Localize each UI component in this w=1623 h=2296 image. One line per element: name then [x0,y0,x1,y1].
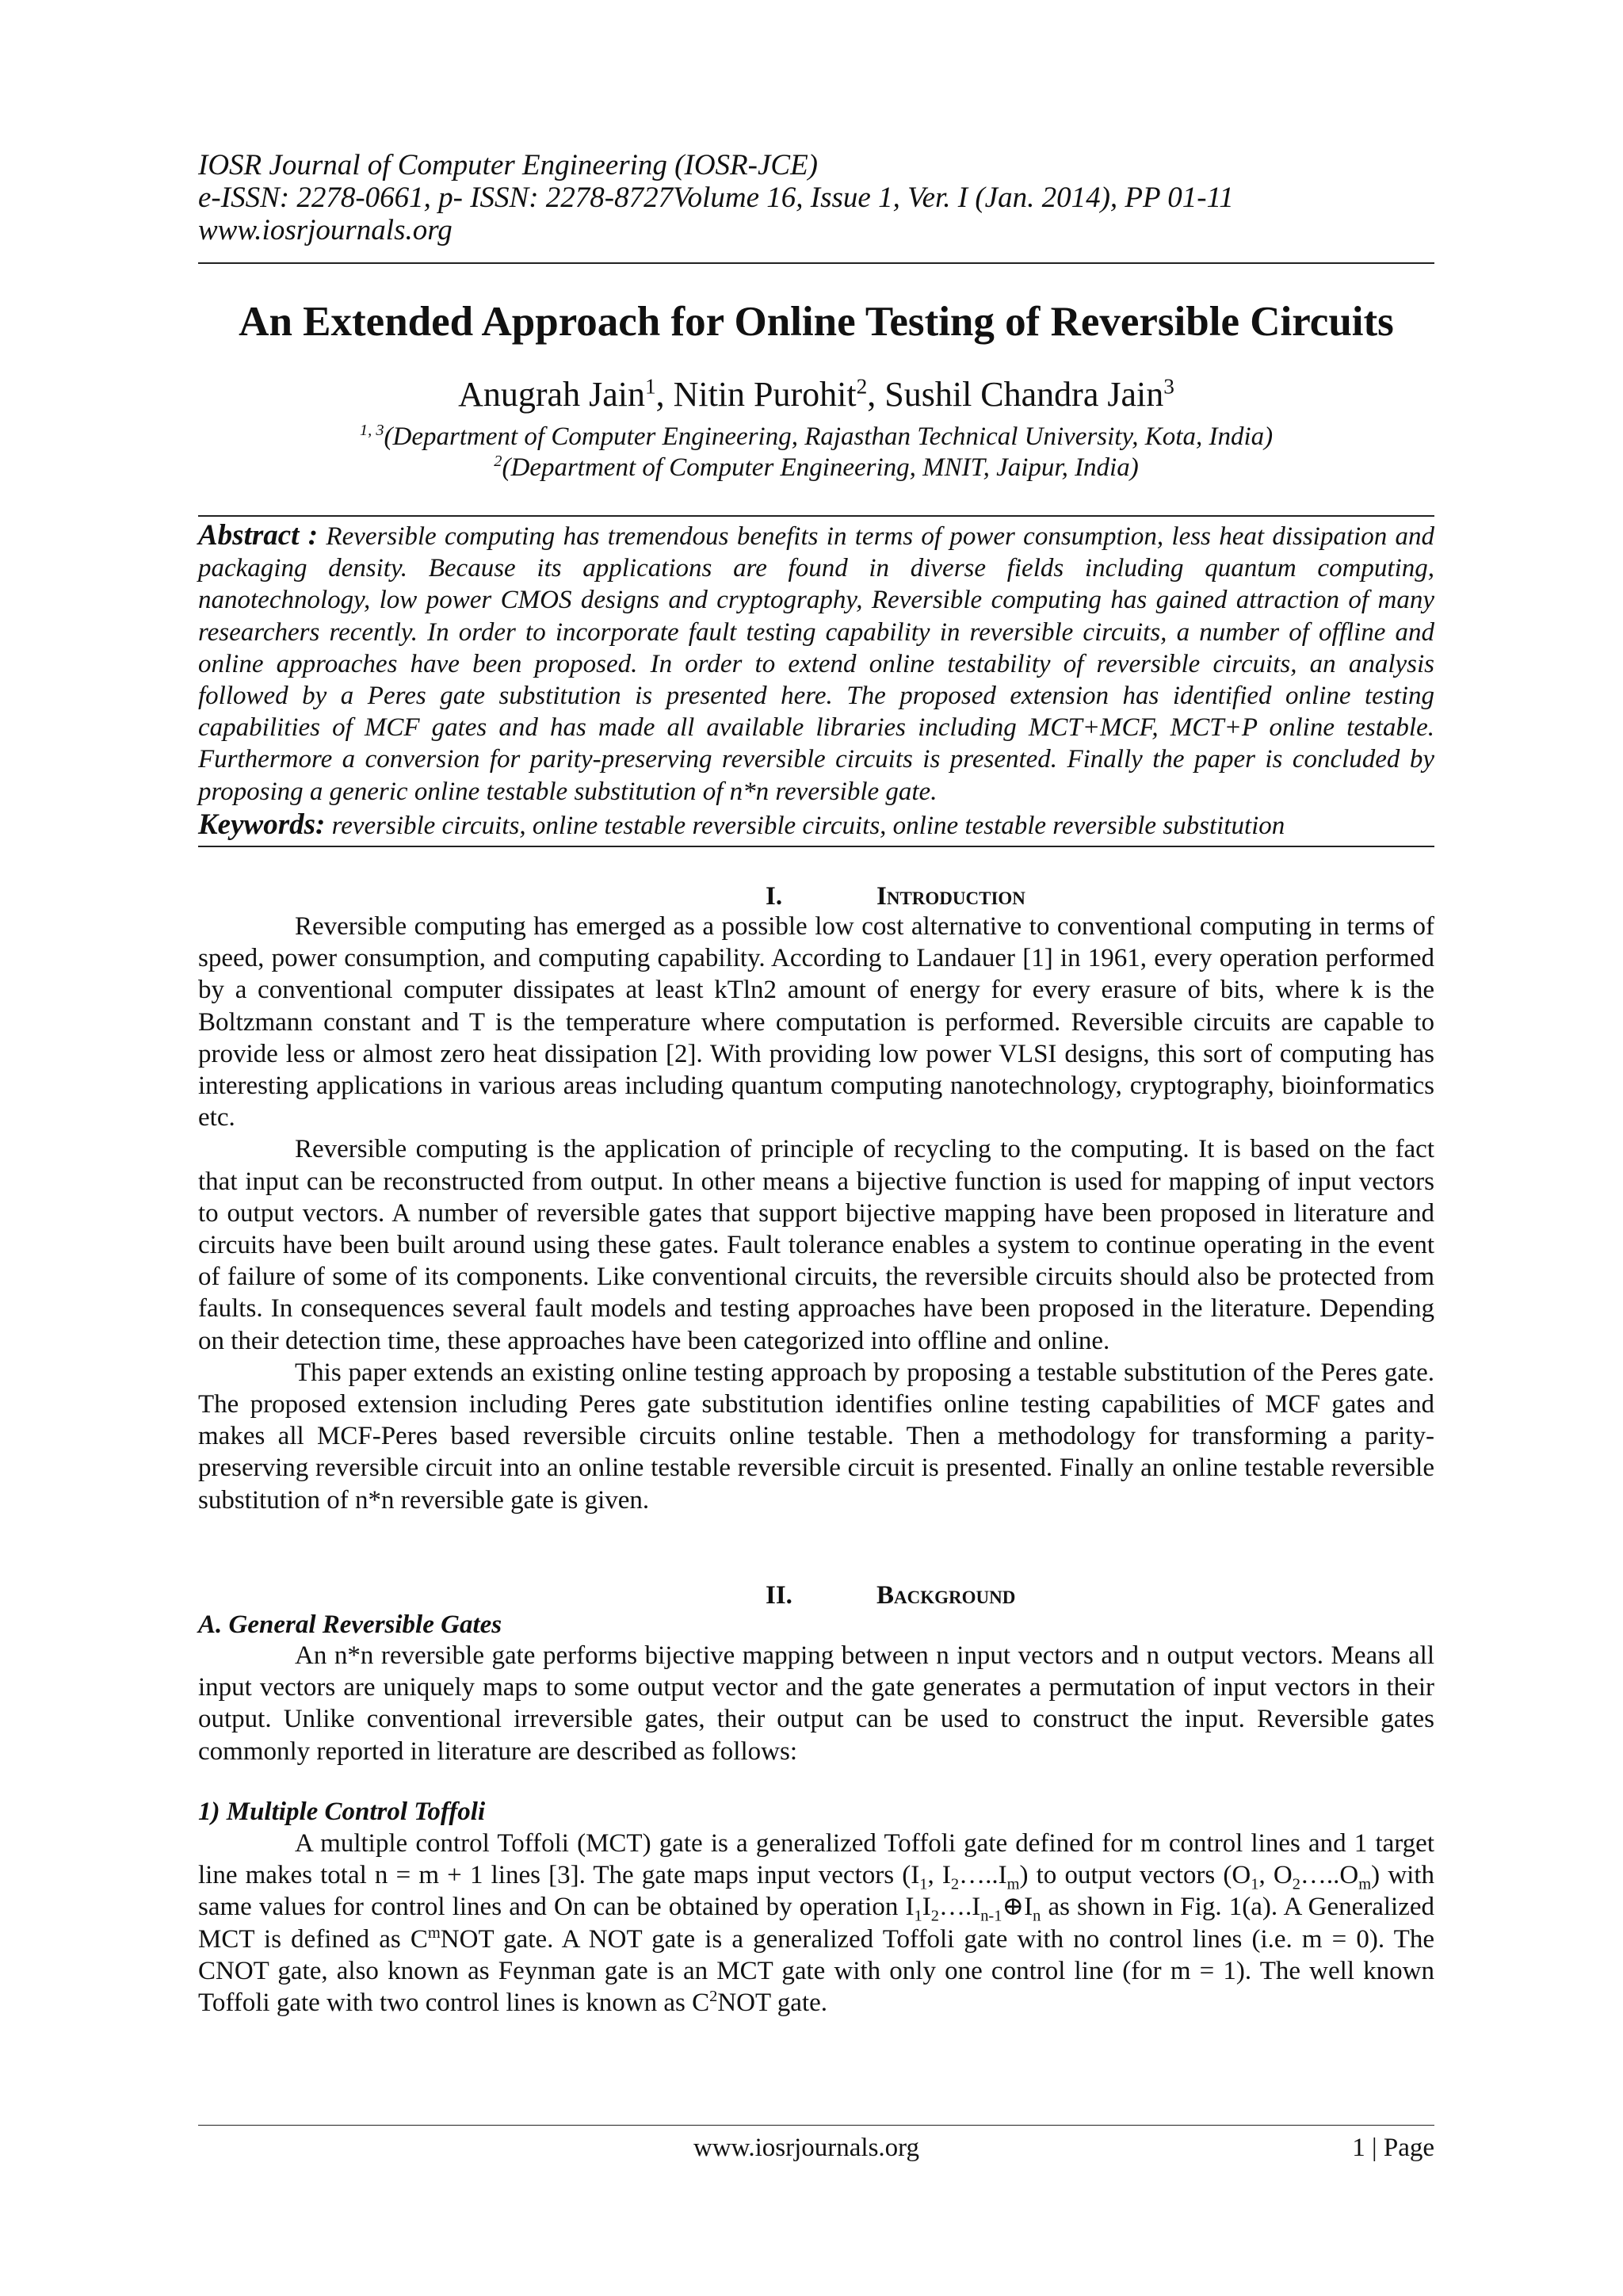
paragraph [198,1828,1434,2019]
affiliation [198,422,1434,452]
subscript: 2 [930,1908,939,1925]
background-body [198,1640,1434,1767]
abstract-text: Reversible computing has tremendous benefits in terms of power consumption, less heat dissipation and packaging density. Because its applications are found in diverse fields including quantum computing, nanotechnology, low power CMOS designs and cryptography, Reversible computing has gained attraction of many researchers recently. In order to incorporate fault testing capability in reversible circuits, a number of offline and online approaches have been proposed. In order to extend online testability of reversible circuits, an analysis followed by a Peres gate substitution is presented here. The proposed extension has identified online testing capabilities of MCF gates and has made all available libraries including MCT+MCF, MCT+P online testable. Furthermore a conversion for parity-preserving reversible circuits is presented. Finally the paper is concluded by proposing a generic online testable substitution of n*n reversible gate. [198,522,1434,806]
section-name: Introduction [876,882,1025,911]
page-number: 1 | Page [1352,2134,1434,2162]
author-name: Sushil Chandra Jain [884,375,1164,414]
footer-url: www.iosrjournals.org [693,2134,920,2162]
superscript: m [427,1924,441,1942]
text-run: , I [927,1861,951,1890]
subscript: m [1006,1875,1020,1893]
introduction-body [198,911,1434,1516]
text-run: ….I [938,1893,981,1922]
superscript: 2 [709,1988,718,2006]
mct-body [198,1828,1434,2019]
abstract [198,520,1434,808]
subscript: 2 [950,1875,960,1893]
affiliation-sup: 2 [494,453,502,470]
journal-name: IOSR Journal of Computer Engineering (IOSR-JCE) [198,149,818,181]
section-number: II. [766,1581,792,1610]
abstract-top-rule [198,515,1434,517]
subscript: m [1358,1875,1372,1893]
text-run: …..O [1300,1861,1359,1890]
author-sup: 2 [856,374,868,399]
subsubsection-heading: 1) Multiple Control Toffoli [198,1797,486,1826]
journal-url: www.iosrjournals.org [198,214,453,246]
abstract-label: Abstract : [198,519,319,552]
paragraph: Reversible computing is the application of principle of recycling to the computing. It is based on the fact that input can be reconstructed from output. In other means a bijective function is used for mapping of input vectors to output vectors. A number of reversible gates that support bijective mapping have been proposed in literature and circuits have been built around using these gates. Fault tolerance enables a system to continue operating in the event of failure of some of its components. Like conventional circuits, the reversible circuits should also be protected from faults. In consequences several fault models and testing approaches have been proposed in the literature. Depending on their detection time, these approaches have been categorized into offline and online. [198,1135,1434,1355]
author-name: Nitin Purohit [673,375,857,414]
affiliation-sup: 1, 3 [359,422,384,439]
paragraph: Reversible computing has emerged as a possible low cost alternative to conventional computing in terms of speed, power consumption, and computing capability. According to Landauer [1] in 1961, every operation performed by a conventional computer dissipates at least kTln2 amount of energy for every erasure of bits, where k is the Boltzmann constant and T is the temperature where computation is performed. Reversible circuits are capable to provide less or almost zero heat dissipation [2]. With providing low power VLSI designs, this sort of computing has interesting applications in various areas including quantum computing nanotechnology, cryptography, bioinformatics etc. [198,912,1434,1133]
footer-rule [198,2125,1434,2126]
keywords [198,808,1434,842]
abstract-bottom-rule [198,846,1434,847]
subscript: 1 [919,1875,928,1893]
text-run: ⊕I [1002,1893,1033,1922]
affiliation-text: (Department of Computer Engineering, Rajasthan Technical University, Kota, India) [384,422,1274,451]
subscript: n-1 [980,1908,1002,1925]
header-rule [198,262,1434,264]
text-run: …..I [959,1861,1007,1890]
keywords-label: Keywords: [198,808,326,841]
author-name: Anugrah Jain [458,375,645,414]
paper-title: An Extended Approach for Online Testing of Reversible Circuits [239,299,1394,345]
section-number: I. [766,882,783,911]
subsection-heading: A. General Reversible Gates [198,1610,502,1639]
keywords-text: reversible circuits, online testable reversible circuits, online testable reversible substitution [331,812,1285,840]
paragraph: An n*n reversible gate performs bijective mapping between n input vectors and n output vectors. Means all input vectors are uniquely maps to some output vector and the gate generates a permutation of input vectors in their output. Unlike conventional irreversible gates, their output can be used to construct the input. Reversible gates commonly reported in literature are described as follows: [198,1641,1434,1766]
author-list [198,374,1434,415]
affiliation-text: (Department of Computer Engineering, MNIT, Jaipur, India) [502,453,1139,482]
author-sup: 3 [1163,374,1174,399]
journal-issn: e-ISSN: 2278-0661, p- ISSN: 2278-8727Volume 16, Issue 1, Ver. I (Jan. 2014), PP 01-11 [198,181,1234,214]
text-run: NOT gate. A NOT gate is a generalized Toffoli gate with no control lines (i.e. m = 0). The CNOT gate, also known as Feynman gate is an MCT gate with only one control line (for m = 1). The well known Toffoli gate with two control lines is known as C [198,1924,1434,2018]
subscript: 1 [914,1908,922,1925]
text-run: I [922,1893,931,1922]
text-run: ) with same values for control lines and On can be obtained by operation I [198,1861,1434,1922]
section-name: Background [876,1581,1016,1610]
journal-header [198,149,1434,246]
text-run: ) to output vectors (O [1019,1861,1251,1890]
text-run: as shown in Fig. 1(a). A Generalized MCT is defined as C [198,1893,1435,1954]
text-run: , O [1258,1861,1293,1890]
author-sep: , [655,375,674,414]
text-run: A multiple control Toffoli (MCT) gate is a generalized Toffoli gate defined for m control lines and 1 target line makes total n = m + 1 lines [3]. The gate maps input vectors (I [198,1829,1434,1890]
author-sup: 1 [644,374,656,399]
subscript: n [1033,1908,1041,1925]
author-sep: , [867,375,885,414]
subscript: 2 [1292,1875,1300,1893]
paragraph: This paper extends an existing online testing approach by proposing a testable substitution of the Peres gate. The proposed extension including Peres gate substitution identifies online testing capabilities of MCF gates and makes all MCF-Peres based reversible circuits online testable. Then a methodology for transforming a parity-preserving reversible circuit into an online testable reversible circuit is presented. Finally an online testable reversible substitution of n*n reversible gate is given. [198,1358,1434,1515]
subscript: 1 [1251,1875,1259,1893]
affiliation [198,453,1434,483]
text-run: NOT gate. [717,1988,828,2018]
